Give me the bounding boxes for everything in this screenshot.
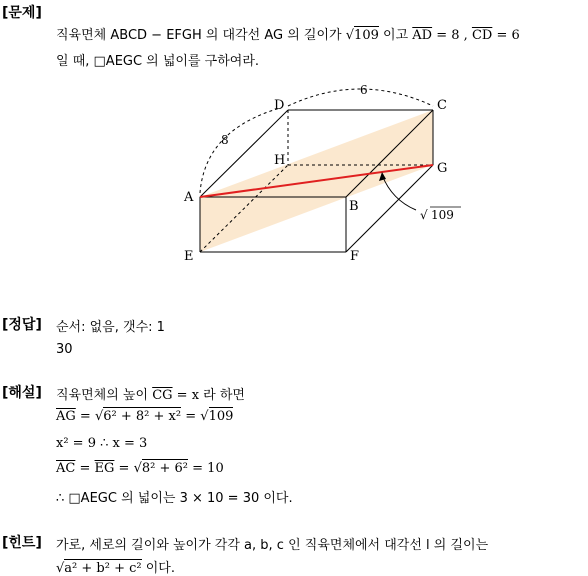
equals: =	[118, 461, 130, 476]
label-b: B	[349, 199, 359, 214]
diagonal-length: 109	[431, 208, 454, 222]
equals: =	[79, 461, 91, 476]
edge-length-ad: 8	[221, 133, 229, 147]
problem-text: 이고	[383, 28, 409, 43]
sqrt-value: 109	[208, 409, 234, 424]
problem-text: 직육면체 ABCD − EFGH 의 대각선 AG 의 길이가	[56, 28, 342, 43]
label-a: A	[184, 190, 194, 205]
problem-text: = 8 ,	[436, 28, 468, 43]
sqrt-value: 109	[354, 28, 379, 43]
label-d: D	[274, 98, 285, 113]
problem-line-2: 일 때, □AEGC 의 넓이를 구하여라.	[56, 54, 260, 69]
segment-ag: $\overline{AG}$	[56, 409, 76, 424]
hint-line-2: √a² + b² + c² 이다.	[56, 561, 175, 576]
equals: =	[79, 409, 91, 424]
result: = 10	[192, 461, 224, 476]
segment-eg: $\overline{EG}$	[94, 461, 115, 476]
equals: =	[185, 409, 197, 424]
solution-text: 직육면체의 높이	[56, 388, 149, 403]
answer-line-1: 순서: 없음, 갯수: 1	[56, 320, 165, 335]
label-g: G	[437, 161, 448, 176]
answer-value: 30	[56, 342, 73, 357]
segment-ac: $\overline{AC}$	[56, 461, 76, 476]
hint-line-1: 가로, 세로의 길이와 높이가 각각 a, b, c 인 직육면체에서 대각선 l 의 길이는	[56, 538, 489, 553]
hint-label: [힌트]	[2, 535, 42, 551]
segment-cg: $\overline{CG}$	[152, 388, 173, 403]
solution-line-3: x² = 9 ∴ x = 3	[56, 436, 148, 451]
diagonal-radical: √	[420, 208, 428, 222]
problem-line-1: 직육면체 ABCD − EFGH 의 대각선 AG 의 길이가 √109 이고 $\overline{AD} = 8$ , $\overline{CD} = 6$	[56, 28, 520, 43]
solution-label: [해설]	[2, 385, 42, 401]
label-c: C	[437, 98, 447, 113]
answer-label: [정답]	[2, 317, 42, 333]
hint-end: 이다.	[145, 561, 175, 576]
edge-length-dc: 6	[360, 83, 368, 97]
label-f: F	[350, 249, 360, 264]
label-h: H	[274, 153, 286, 168]
problem-label: [문제]	[2, 5, 42, 21]
label-e: E	[184, 249, 194, 264]
solution-line-5: ∴ □AEGC 의 넓이는 3 × 10 = 30 이다.	[56, 491, 293, 506]
solution-line-1	[56, 384, 245, 403]
segment-ad: $\overline{AD}$	[412, 28, 433, 43]
solution-line-4: $\overline{AC} = \overline{EG} = √8^2 + 6^2 = 10$	[56, 461, 224, 476]
sqrt-expr: a² + b² + c²	[64, 561, 142, 576]
sqrt-expr: 8² + 6²	[141, 461, 189, 476]
solution-line-2: $\overline{AG} = √6^2 + 8^2 + x^2 = √109$	[56, 409, 234, 424]
segment-cd: $\overline{CD}$	[471, 28, 493, 43]
solution-text: = x 라 하면	[176, 388, 245, 403]
problem-text: = 6	[496, 28, 520, 43]
sqrt-expr: 6² + 8² + x²	[103, 409, 182, 424]
